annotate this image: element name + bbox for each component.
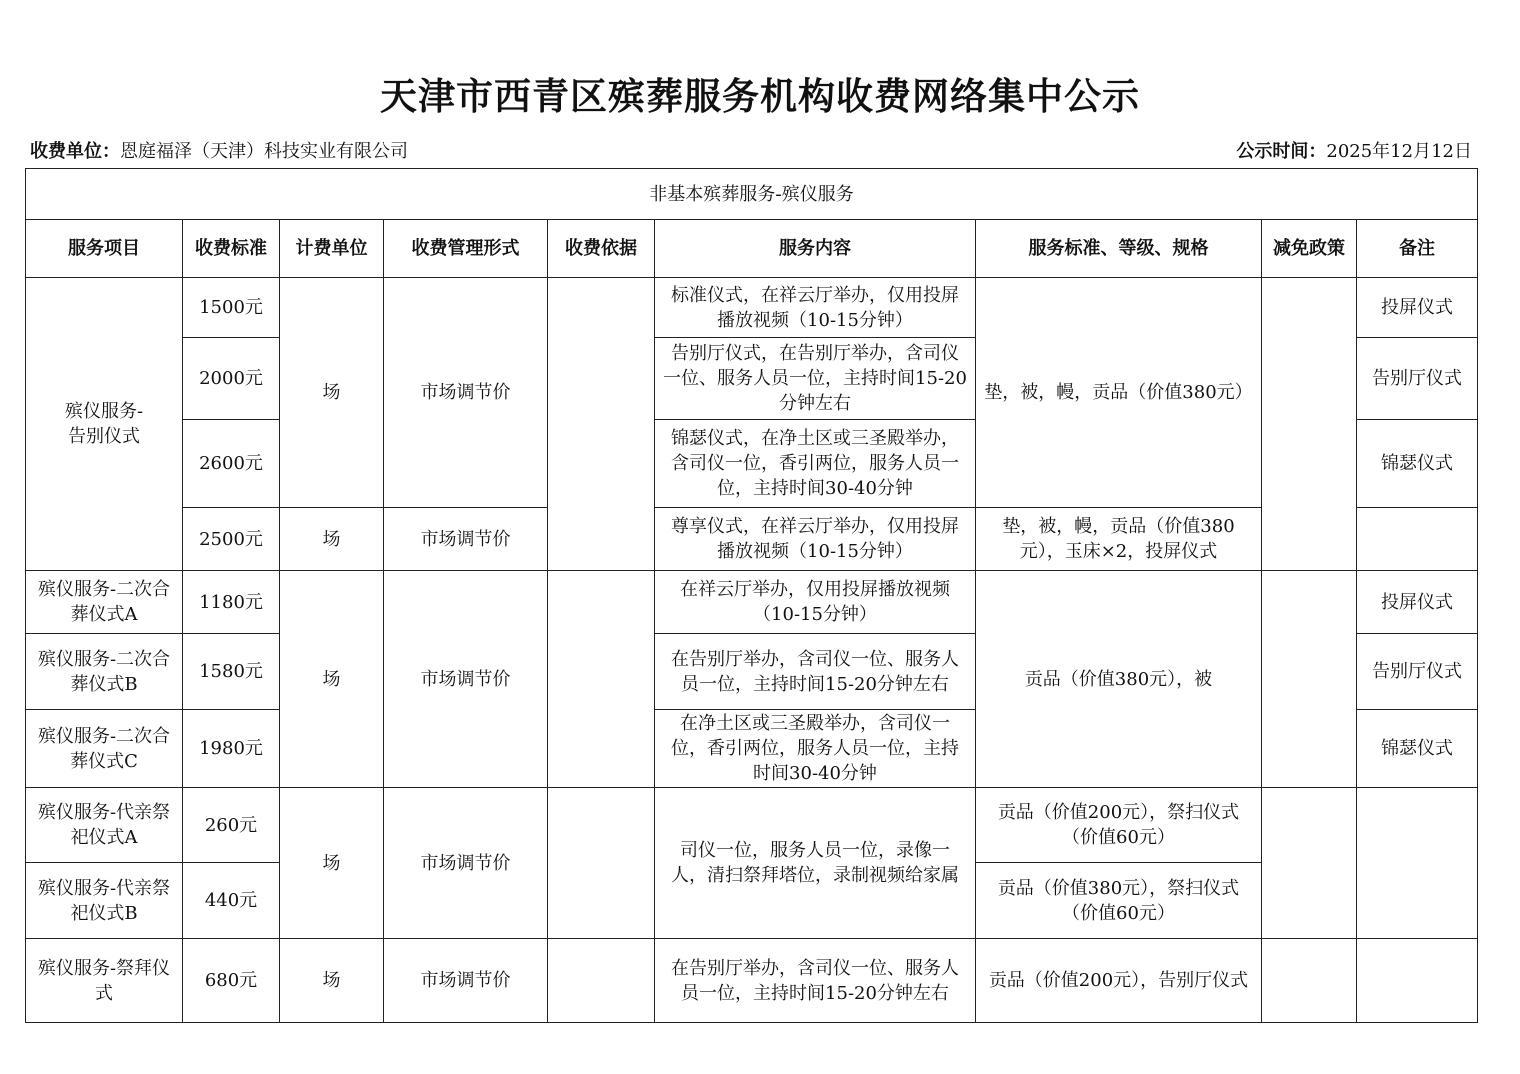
service-content-cell: 在告别厅举办，含司仪一位、服务人员一位，主持时间15-20分钟左右 [655, 634, 976, 710]
header-cell: 计费单位 [280, 220, 384, 278]
service-content-cell: 在净土区或三圣殿举办，含司仪一位，香引两位，服务人员一位，主持时间30-40分钟 [655, 710, 976, 788]
service-content-cell: 在告别厅举办，含司仪一位、服务人员一位，主持时间15-20分钟左右 [655, 939, 976, 1023]
fee-unit-line [30, 137, 408, 163]
price-cell: 2500元 [183, 508, 280, 571]
note-cell: 锦瑟仪式 [1357, 420, 1478, 508]
fee-basis-cell [548, 571, 655, 788]
service-item-cell: 殡仪服务-告别仪式 [26, 278, 183, 571]
service-content-cell: 在祥云厅举办，仅用投屏播放视频（10-15分钟） [655, 571, 976, 634]
billing-unit-cell: 场 [280, 508, 384, 571]
header-cell: 减免政策 [1262, 220, 1357, 278]
header-cell: 服务项目 [26, 220, 183, 278]
section-title: 非基本殡葬服务-殡仪服务 [26, 169, 1478, 220]
service-standard-cell: 贡品（价值380元），祭扫仪式（价值60元） [976, 863, 1262, 939]
service-item-cell: 殡仪服务-二次合葬仪式C [26, 710, 183, 788]
fee-form-cell: 市场调节价 [384, 939, 548, 1023]
header-cell: 收费依据 [548, 220, 655, 278]
price-cell: 2000元 [183, 338, 280, 420]
fee-unit-value: 恩庭福泽（天津）科技实业有限公司 [120, 141, 408, 162]
note-cell [1357, 508, 1478, 571]
note-cell [1357, 788, 1478, 939]
service-standard-cell: 贡品（价值200元），祭扫仪式（价值60元） [976, 788, 1262, 863]
price-cell: 260元 [183, 788, 280, 863]
billing-unit-cell: 场 [280, 571, 384, 788]
service-item-cell: 殡仪服务-代亲祭祀仪式A [26, 788, 183, 863]
reduction-policy-cell [1262, 788, 1357, 939]
note-cell: 告别厅仪式 [1357, 338, 1478, 420]
service-standard-cell: 垫，被，幔，贡品（价值380元） [976, 278, 1262, 508]
reduction-policy-cell [1262, 571, 1357, 788]
fee-basis-cell [548, 278, 655, 571]
table-row [26, 508, 1478, 571]
header-cell: 服务内容 [655, 220, 976, 278]
fee-form-cell: 市场调节价 [384, 788, 548, 939]
service-content-cell: 标准仪式，在祥云厅举办，仅用投屏播放视频（10-15分钟） [655, 278, 976, 338]
service-standard-cell: 贡品（价值380元），被 [976, 571, 1262, 788]
fee-table [25, 168, 1478, 1023]
header-cell: 备注 [1357, 220, 1478, 278]
billing-unit-cell: 场 [280, 278, 384, 508]
service-standard-cell: 垫，被，幔，贡品（价值380元），玉床×2，投屏仪式 [976, 508, 1262, 571]
billing-unit-cell: 场 [280, 788, 384, 939]
service-item-cell: 殡仪服务-二次合葬仪式A [26, 571, 183, 634]
service-item-cell: 殡仪服务-二次合葬仪式B [26, 634, 183, 710]
header-row [26, 220, 1478, 278]
fee-basis-cell [548, 788, 655, 939]
fee-form-cell: 市场调节价 [384, 571, 548, 788]
billing-unit-cell: 场 [280, 939, 384, 1023]
note-cell: 投屏仪式 [1357, 571, 1478, 634]
fee-unit-label: 收费单位： [30, 141, 120, 162]
table-row [26, 788, 1478, 863]
service-standard-cell: 贡品（价值200元），告别厅仪式 [976, 939, 1262, 1023]
price-cell: 1580元 [183, 634, 280, 710]
note-cell [1357, 939, 1478, 1023]
table-row [26, 278, 1478, 338]
service-content-cell: 锦瑟仪式，在净土区或三圣殿举办，含司仪一位，香引两位，服务人员一位，主持时间30-40分钟 [655, 420, 976, 508]
header-cell: 收费标准 [183, 220, 280, 278]
page-title: 天津市西青区殡葬服务机构收费网络集中公示 [380, 74, 1140, 118]
publish-date-line [1236, 137, 1472, 163]
price-cell: 440元 [183, 863, 280, 939]
price-cell: 1500元 [183, 278, 280, 338]
fee-form-cell: 市场调节价 [384, 508, 548, 571]
price-cell: 2600元 [183, 420, 280, 508]
note-cell: 告别厅仪式 [1357, 634, 1478, 710]
price-cell: 1180元 [183, 571, 280, 634]
header-cell: 服务标准、等级、规格 [976, 220, 1262, 278]
service-content-cell: 告别厅仪式，在告别厅举办，含司仪一位、服务人员一位，主持时间15-20分钟左右 [655, 338, 976, 420]
table-row [26, 939, 1478, 1023]
price-cell: 1980元 [183, 710, 280, 788]
header-cell: 收费管理形式 [384, 220, 548, 278]
service-content-cell: 司仪一位，服务人员一位，录像一人，清扫祭拜塔位，录制视频给家属 [655, 788, 976, 939]
fee-basis-cell [548, 939, 655, 1023]
publish-date-label: 公示时间： [1236, 141, 1327, 162]
note-cell: 锦瑟仪式 [1357, 710, 1478, 788]
fee-form-cell: 市场调节价 [384, 278, 548, 508]
reduction-policy-cell [1262, 278, 1357, 571]
service-content-cell: 尊享仪式，在祥云厅举办，仅用投屏播放视频（10-15分钟） [655, 508, 976, 571]
note-cell: 投屏仪式 [1357, 278, 1478, 338]
price-cell: 680元 [183, 939, 280, 1023]
service-item-cell: 殡仪服务-代亲祭祀仪式B [26, 863, 183, 939]
reduction-policy-cell [1262, 939, 1357, 1023]
service-item-cell: 殡仪服务-祭拜仪式 [26, 939, 183, 1023]
table-row [26, 571, 1478, 634]
publish-date-value: 2025年12月12日 [1326, 141, 1472, 162]
